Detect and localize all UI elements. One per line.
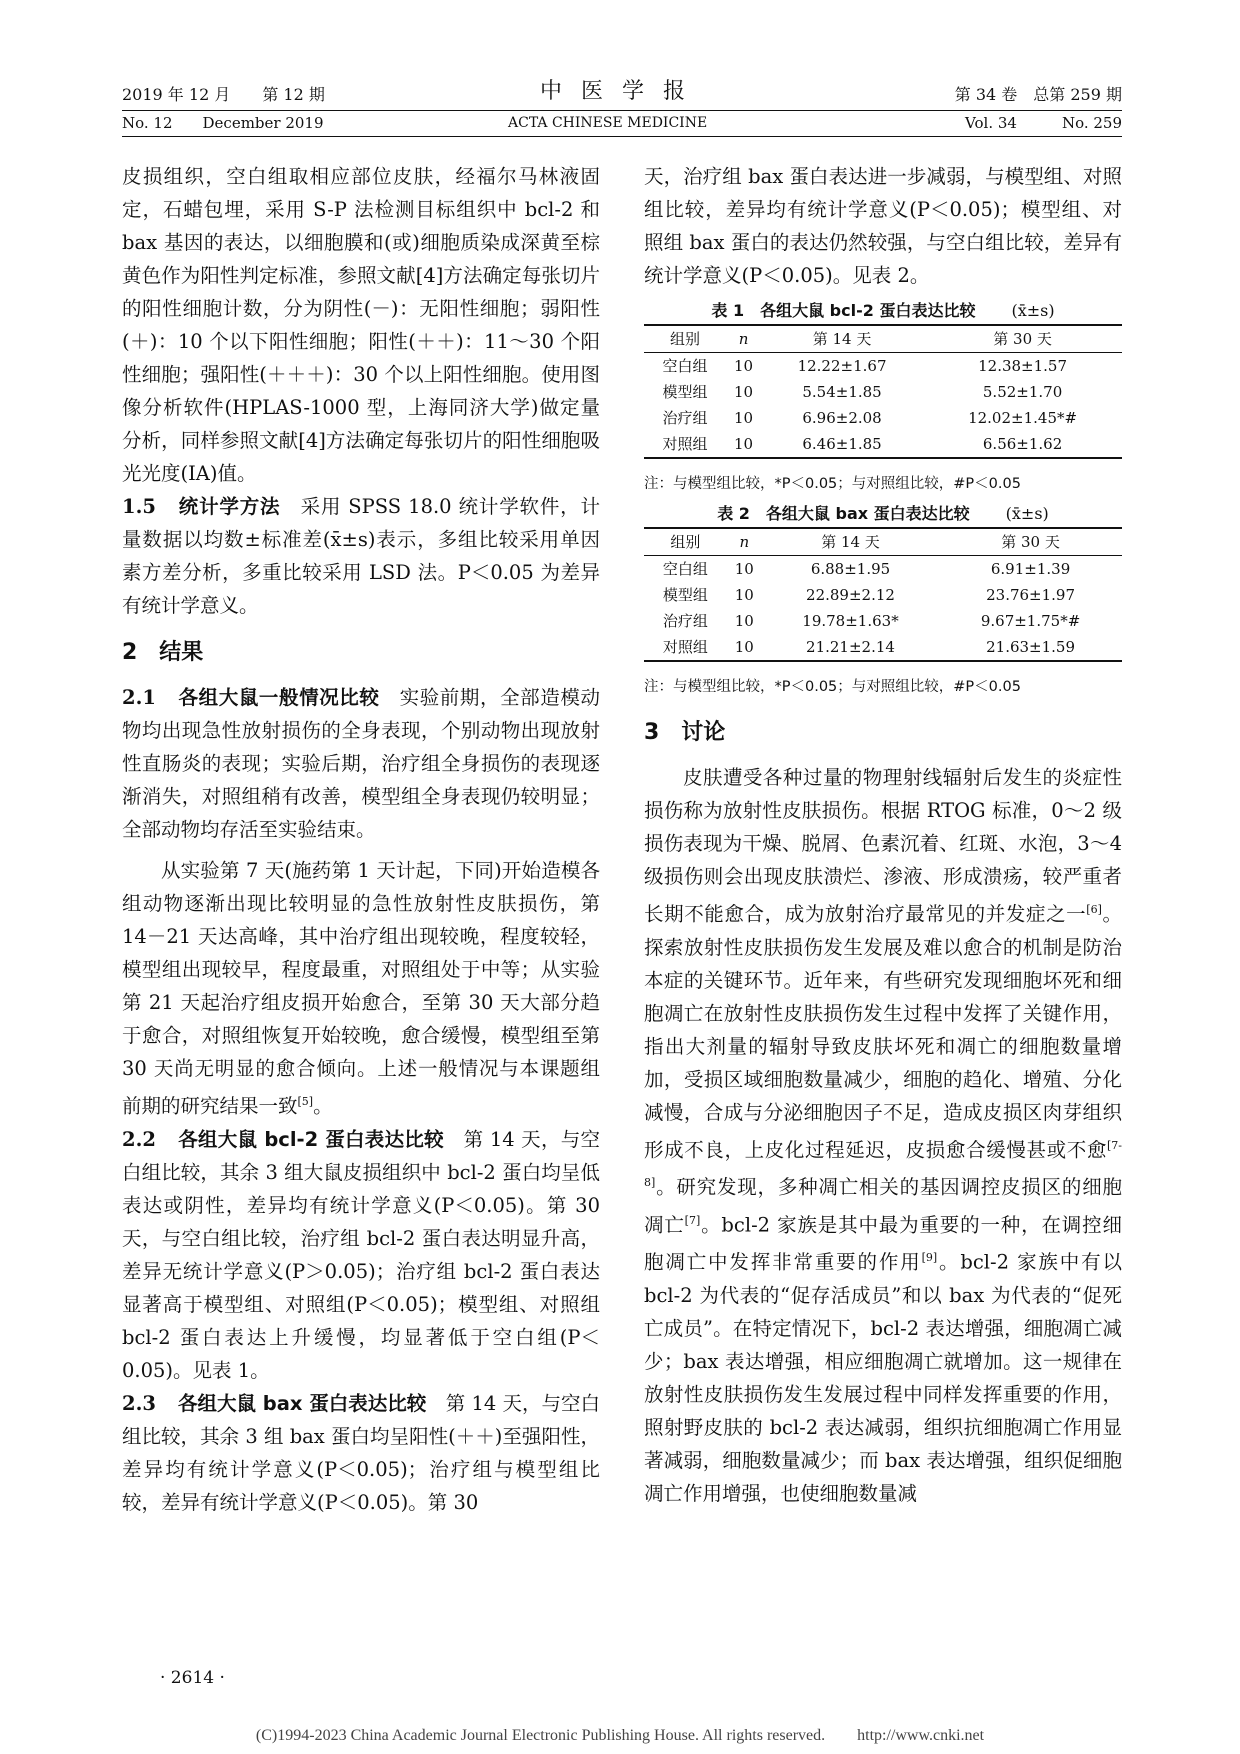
results-paragraph: [122, 854, 600, 1123]
section-2-2: [122, 1123, 600, 1387]
table-cell: 空白组: [662, 560, 708, 578]
copyright-footer: (C)1994-2023 China Academic Journal Electronic Publishing House. All rights reserved. http://www.cnki.net: [255, 1727, 985, 1744]
table-cell: 6.56±1.62: [923, 431, 1122, 458]
table-row: [644, 556, 1122, 583]
table-cell: 对照组: [644, 634, 727, 661]
section-1-5: [122, 490, 600, 622]
table-cell: 10: [734, 612, 754, 630]
paragraph-text: 。探索放射性皮肤损伤发生发展及难以愈合的机制是防治本症的关键环节。近年来，有些研究发现细胞坏死和细胞凋亡在放射性皮肤损伤发生过程中发挥了关键作用，指出大剂量的辐射导致皮肤坏死和凋亡的细胞数量增加，受损区域细胞数量减少，细胞的趋化、增殖、分化减慢，合成与分泌细胞因子不足，造成皮损区肉芽组织形成不良，上皮化过程延迟，皮损愈合缓慢甚或不愈: [644, 902, 1122, 1161]
table-cell: 19.78±1.63*: [802, 612, 899, 630]
section-2-1: [122, 681, 600, 846]
citation: [7-8]: [644, 1138, 1122, 1189]
table-cell: 21.63±1.59: [939, 634, 1122, 661]
section-text: 第 14 天，与空白组比较，其余 3 组大鼠皮损组织中 bcl-2 蛋白均呈低表达或阴性，差异均有统计学意义(P＜0.05)。第 30 天，与空白组比较，治疗组 bcl-2 蛋白表达明显升高，差异无统计学意义(P＞0.05)；治疗组 bcl-2 蛋白表达显著高于模型组、对照组(P＜0.05)；模型组、对照组 bcl-2 蛋白表达上升缓慢，均显著低于空白组(P＜0.05)。见表 1。: [122, 1127, 600, 1382]
caption-text: 表 2 各组大鼠 bax 蛋白表达比较: [717, 504, 970, 523]
table-header: 组别: [644, 325, 726, 353]
page-number: · 2614 ·: [160, 1668, 225, 1688]
citation: [7]: [684, 1213, 701, 1227]
table-1-caption: [644, 298, 1122, 324]
table-cell: 10: [727, 634, 762, 661]
table-header: 第 14 天: [762, 528, 939, 556]
table-row: [644, 379, 1122, 405]
table-cell: 10: [733, 383, 754, 401]
header-right-en: Vol. 34 No. 259: [965, 114, 1122, 132]
table-row: [644, 582, 1122, 608]
table-header: 第 14 天: [761, 325, 923, 353]
section-number: 2.3: [122, 1391, 156, 1415]
discussion-paragraph: [644, 761, 1122, 1510]
section-3-heading: 3 讨论: [644, 720, 726, 745]
citation: [9]: [921, 1251, 938, 1264]
paragraph-text: 。研究发现，多种凋亡相关的基因调控皮损区的细胞凋亡: [644, 1175, 1122, 1236]
section-2-3: [122, 1387, 600, 1519]
table-row: [644, 405, 1122, 431]
table-cell: 10: [726, 431, 761, 458]
table-header: 第 30 天: [923, 325, 1122, 353]
table-2: [644, 527, 1122, 662]
methods-paragraph: 皮损组织，空白组取相应部位皮肤，经福尔马林液固定，石蜡包埋，采用 S-P 法检测目标组织中 bcl-2 和 bax 基因的表达，以细胞膜和(或)细胞质染成深黄至棕黄色作为阳性判定标准，参照文献[4]方法确定每张切片的阳性细胞计数，分为阴性(－)：无阳性细胞；弱阳性(＋)：10 个以下阳性细胞；阳性(＋＋)：11～30 个阳性细胞；强阳性(＋＋＋)：30 个以上阳性细胞。使用图像分析软件(HPLAS-1000 型，上海同济大学)做定量分析，同样参照文献[4]方法确定每张切片的阳性细胞吸光光度(IA)值。: [122, 165, 600, 485]
section-title: 统计学方法: [177, 495, 281, 518]
table-cell: 5.52±1.70: [982, 383, 1063, 401]
table-cell: 23.76±1.97: [986, 586, 1076, 604]
table-header: n: [726, 325, 761, 353]
table-cell: 对照组: [644, 431, 726, 458]
table-cell: 模型组: [662, 383, 708, 401]
section-text: 第 14 天，与空白组比较，其余 3 组 bax 蛋白均呈阳性(＋＋)至强阳性，差异均有统计学意义(P＜0.05)；治疗组与模型组比较，差异有统计学意义(P＜0.05)。第 30: [122, 1391, 600, 1514]
table-cell: 22.89±2.12: [806, 586, 895, 604]
table-cell: 10: [734, 586, 754, 604]
table-row: [644, 608, 1122, 634]
header-left-cn: 2019 年 12 月 第 12 期: [122, 85, 325, 104]
header-right-cn: 第 34 卷 总第 259 期: [954, 85, 1122, 104]
right-column: [644, 160, 1122, 1510]
caption-text: 表 1 各组大鼠 bcl-2 蛋白表达比较: [711, 301, 976, 320]
table-cell: 模型组: [662, 586, 708, 604]
section-number: 2.2: [122, 1127, 156, 1151]
table-cell: 6.88±1.95: [810, 560, 891, 578]
section-title: 各组大鼠 bax 蛋白表达比较: [177, 1391, 427, 1415]
table-cell: 12.02±1.45*#: [968, 409, 1078, 427]
table-row: [644, 353, 1122, 380]
caption-stat: (x̄±s): [1011, 301, 1055, 320]
section-number: 1.5: [122, 495, 156, 518]
table-cell: 12.22±1.67: [797, 357, 887, 375]
header-rule-top: [122, 110, 1122, 111]
table-cell: 12.38±1.57: [978, 357, 1068, 375]
table-cell: 10: [734, 560, 754, 578]
table-cell: 9.67±1.75*#: [980, 612, 1081, 630]
paragraph-text: 皮肤遭受各种过量的物理射线辐射后发生的炎症性损伤称为放射性皮肤损伤。根据 RTOG 标准，0～2 级损伤表现为干燥、脱屑、色素沉着、红斑、水泡，3～4 级损伤则会出现皮肤溃烂、渗液、形成溃疡，较严重者长期不能愈合，成为放射治疗最常见的并发症之一: [644, 766, 1122, 926]
paragraph-text: 从实验第 7 天(施药第 1 天计起，下同)开始造模各组动物逐渐出现比较明显的急性放射性皮肤损伤，第 14－21 天达高峰，其中治疗组出现较晚，程度较轻，模型组出现较早，程度最重，对照组处于中等；从实验第 21 天起治疗组皮损开始愈合，至第 30 天大部分趋于愈合，对照组恢复开始较晚，愈合缓慢，模型组至第 30 天尚无明显的愈合倾向。上述一般情况与本课题组前期的研究结果一致: [122, 859, 600, 1118]
table-cell: 5.54±1.85: [802, 383, 882, 401]
citation: [5]: [297, 1095, 314, 1108]
section-title: 各组大鼠 bcl-2 蛋白表达比较: [177, 1127, 444, 1151]
left-column: [122, 160, 600, 1519]
table-2-caption: [644, 501, 1122, 527]
table-row: [644, 431, 1122, 458]
paragraph-end: 。: [313, 1094, 333, 1118]
table-cell: 21.21±2.14: [762, 634, 939, 661]
journal-title-cn: 中 医 学 报: [540, 79, 691, 104]
caption-stat: (x̄±s): [1005, 504, 1049, 523]
table-1: [644, 324, 1122, 459]
table-header: 第 30 天: [939, 528, 1122, 556]
citation: [6]: [1086, 903, 1102, 916]
section-text: 采用 SPSS 18.0 统计学软件，计量数据以均数±标准差(x̄±s)表示，多组比较采用单因素方差分析，多重比较采用 LSD 法。P＜0.05 为差异有统计学意义。: [122, 495, 600, 617]
header-left-en: No. 12 December 2019: [122, 114, 324, 132]
table-cell: 10: [733, 409, 754, 427]
section-2-heading: 2 结果: [122, 640, 204, 665]
section-number: 2.1: [122, 686, 156, 709]
table-header: n: [727, 528, 762, 556]
table-cell: 治疗组: [662, 409, 708, 427]
paragraph-text: 。bcl-2 家族是其中最为重要的一种，在调控细胞凋亡中发挥非常重要的作用: [644, 1213, 1122, 1274]
header-rule-bottom: [122, 136, 1122, 137]
table-cell: 6.91±1.39: [990, 560, 1071, 578]
table-header: 组别: [644, 528, 727, 556]
table-cell: 治疗组: [662, 612, 708, 630]
table-cell: 6.46±1.85: [761, 431, 923, 458]
journal-title-en: ACTA CHINESE MEDICINE: [508, 115, 708, 131]
table-cell: 空白组: [662, 357, 708, 375]
table-cell: 10: [733, 357, 754, 375]
table-2-note: 注：与模型组比较，*P＜0.05；与对照组比较，#P＜0.05: [644, 679, 1021, 695]
section-text: 实验前期，全部造模动物均出现急性放射损伤的全身表现，个别动物出现放射性直肠炎的表现；实验后期，治疗组全身损伤的表现逐渐消失，对照组稍有改善，模型组全身表现仍较明显；全部动物均存活至实验结束。: [122, 686, 600, 841]
table-1-note: 注：与模型组比较，*P＜0.05；与对照组比较，#P＜0.05: [644, 476, 1021, 492]
results-continued: 天，治疗组 bax 蛋白表达进一步减弱，与模型组、对照组比较，差异均有统计学意义(P＜0.05)；模型组、对照组 bax 蛋白的表达仍然较强，与空白组比较，差异有统计学意义(P＜0.05)。见表 2。: [644, 165, 1122, 287]
table-cell: 6.96±2.08: [802, 409, 882, 427]
paragraph-text: 。bcl-2 家族中有以 bcl-2 为代表的“促存活成员”和以 bax 为代表的“促死亡成员”。在特定情况下，bcl-2 表达增强，细胞凋亡减少；bax 表达增强，相应细胞凋亡就增加。这一规律在放射性皮肤损伤发生发展过程中同样发挥重要的作用，照射野皮肤的 bcl-2 表达减弱，组织抗细胞凋亡作用显著减弱，细胞数量减少；而 bax 表达增强，组织促细胞凋亡作用增强，也使细胞数量减: [644, 1250, 1122, 1505]
section-title: 各组大鼠一般情况比较: [177, 686, 380, 709]
table-row: [644, 634, 1122, 661]
